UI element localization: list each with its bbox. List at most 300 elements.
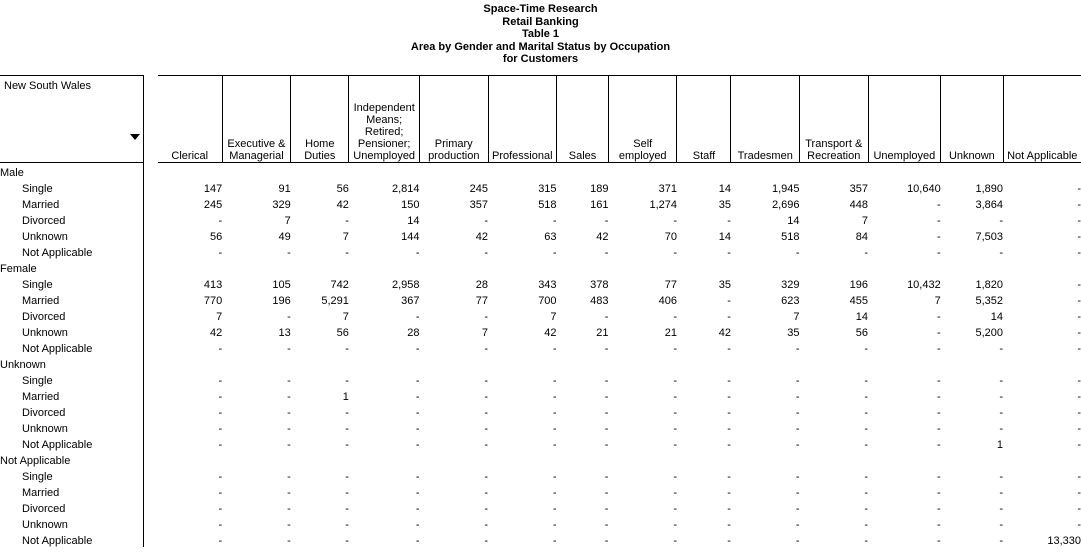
data-cell: 1,820 <box>975 279 1004 291</box>
row-gap <box>143 419 158 435</box>
data-cell: - <box>415 423 420 435</box>
data-cell: 357 <box>849 183 869 195</box>
data-cell: - <box>484 391 489 403</box>
data-cell: 371 <box>658 183 677 195</box>
data-cell: 21 <box>664 327 677 339</box>
data-cell: - <box>415 439 420 451</box>
data-cell: 77 <box>664 279 677 291</box>
row-gap <box>143 179 158 195</box>
data-cell: - <box>218 519 223 531</box>
data-cell: 7 <box>481 327 489 339</box>
row-label[interactable]: Unknown <box>0 323 143 339</box>
data-cell: - <box>552 439 557 451</box>
table-row <box>0 211 1081 227</box>
empty-cell <box>1003 163 1081 180</box>
data-cell: 343 <box>538 279 557 291</box>
data-cell: - <box>937 327 941 339</box>
data-cell: 5,352 <box>975 295 1004 307</box>
data-cell: - <box>415 247 420 259</box>
data-cell: - <box>937 231 941 243</box>
data-cell: - <box>415 503 420 515</box>
data-cell: 7 <box>934 295 941 307</box>
data-cell: - <box>937 535 941 547</box>
data-cell: - <box>345 503 349 515</box>
row-label[interactable]: Unknown <box>0 419 143 435</box>
row-gap <box>143 531 158 547</box>
data-cell: 7 <box>342 311 349 323</box>
data-cell: 56 <box>336 327 349 339</box>
data-cell: - <box>864 471 869 483</box>
column-header[interactable]: Home Duties <box>291 76 349 163</box>
row-label[interactable]: Single <box>0 467 143 483</box>
data-cell: - <box>673 471 677 483</box>
data-cell: - <box>287 487 291 499</box>
data-cell: - <box>552 503 557 515</box>
data-cell: - <box>673 519 677 531</box>
data-cell: - <box>218 375 223 387</box>
data-cell: 56 <box>336 183 349 195</box>
data-cell: - <box>673 311 677 323</box>
empty-cell <box>677 259 731 275</box>
data-cell: 105 <box>272 279 291 291</box>
empty-cell <box>158 451 222 467</box>
row-label[interactable]: Not Applicable <box>0 435 143 451</box>
data-cell: - <box>604 487 609 499</box>
data-cell: - <box>484 535 489 547</box>
data-cell: - <box>552 519 557 531</box>
data-cell: - <box>673 535 677 547</box>
data-cell: 14 <box>990 311 1004 323</box>
empty-cell <box>731 163 800 180</box>
row-gap <box>143 467 158 483</box>
data-cell: - <box>415 375 420 387</box>
data-cell: 77 <box>475 295 489 307</box>
data-cell: - <box>552 391 557 403</box>
data-cell: 42 <box>336 199 349 211</box>
empty-cell <box>941 163 1003 180</box>
title-line-dataset: Retail Banking <box>502 15 579 28</box>
empty-cell <box>608 259 677 275</box>
table-row <box>0 467 1081 483</box>
data-cell: - <box>727 215 731 227</box>
column-header[interactable]: Independent Means; Retired; Pensioner; Unemployed <box>349 76 420 163</box>
data-cell: - <box>604 471 609 483</box>
data-cell: 70 <box>664 231 677 243</box>
data-cell: 49 <box>278 231 291 243</box>
empty-cell <box>419 163 488 180</box>
data-cell: - <box>795 391 800 403</box>
table-row <box>0 531 1081 547</box>
row-gap <box>143 163 158 180</box>
data-cell: 315 <box>538 183 557 195</box>
data-cell: - <box>287 519 291 531</box>
data-cell: - <box>727 391 731 403</box>
empty-cell <box>291 355 349 371</box>
area-selector[interactable] <box>0 76 143 163</box>
group-header-row <box>0 259 1081 275</box>
empty-cell <box>222 451 291 467</box>
empty-cell <box>557 451 609 467</box>
data-cell: - <box>1077 471 1081 483</box>
data-cell: - <box>999 535 1004 547</box>
data-cell: - <box>415 471 420 483</box>
data-cell: - <box>864 535 869 547</box>
data-cell: - <box>287 343 291 355</box>
data-cell: - <box>795 439 800 451</box>
empty-cell <box>488 355 557 371</box>
data-cell: - <box>604 439 609 451</box>
data-cell: 10,640 <box>907 183 941 195</box>
empty-cell <box>731 451 800 467</box>
data-cell: 623 <box>781 295 800 307</box>
group-header-row <box>0 163 1081 180</box>
data-cell: - <box>673 391 677 403</box>
row-label[interactable]: Married <box>0 195 143 211</box>
data-cell: - <box>727 423 731 435</box>
data-cell: - <box>937 471 941 483</box>
data-cell: 63 <box>544 231 557 243</box>
data-cell: - <box>999 247 1004 259</box>
empty-cell <box>800 451 869 467</box>
row-label[interactable]: Not Applicable <box>0 531 143 547</box>
data-cell: - <box>604 311 609 323</box>
data-cell: - <box>1077 375 1081 387</box>
data-cell: - <box>1077 407 1081 419</box>
empty-cell <box>1003 259 1081 275</box>
data-cell: - <box>795 407 800 419</box>
row-label[interactable]: Not Applicable <box>0 339 143 355</box>
group-header-row <box>0 451 1081 467</box>
row-label[interactable]: Single <box>0 179 143 195</box>
data-cell: - <box>287 439 291 451</box>
row-label[interactable]: Married <box>0 291 143 307</box>
column-header[interactable]: Executive & Managerial <box>222 76 291 163</box>
data-cell: - <box>727 247 731 259</box>
data-cell: - <box>727 471 731 483</box>
data-cell: - <box>727 439 731 451</box>
data-cell: 7 <box>216 311 223 323</box>
data-cell: 2,958 <box>391 279 420 291</box>
data-cell: - <box>1077 215 1081 227</box>
data-cell: - <box>604 215 609 227</box>
data-cell: - <box>415 519 420 531</box>
column-header[interactable]: Unknown <box>941 76 1003 163</box>
data-cell: 357 <box>469 199 489 211</box>
data-cell: 56 <box>855 327 869 339</box>
data-cell: - <box>864 391 869 403</box>
data-cell: 144 <box>401 231 420 243</box>
data-cell: - <box>937 215 941 227</box>
data-cell: 518 <box>781 231 800 243</box>
data-cell: - <box>727 535 731 547</box>
data-cell: - <box>795 247 800 259</box>
data-cell: - <box>999 519 1004 531</box>
data-cell: - <box>415 311 420 323</box>
data-cell: - <box>484 439 489 451</box>
data-cell: - <box>864 487 869 499</box>
data-cell: 455 <box>849 295 869 307</box>
empty-cell <box>557 163 609 180</box>
data-cell: - <box>552 535 557 547</box>
row-label[interactable]: Married <box>0 387 143 403</box>
data-cell: 329 <box>272 199 291 211</box>
data-cell: 14 <box>407 215 420 227</box>
data-cell: - <box>552 247 557 259</box>
data-cell: - <box>937 391 941 403</box>
data-cell: 56 <box>209 231 223 243</box>
column-header[interactable]: Not Applicable <box>1003 76 1081 163</box>
group-label[interactable]: Male <box>0 163 143 180</box>
data-cell: - <box>552 215 557 227</box>
row-gap <box>143 403 158 419</box>
table-row <box>0 499 1081 515</box>
empty-cell <box>941 259 1003 275</box>
data-cell: - <box>937 343 941 355</box>
header-gap <box>143 76 158 163</box>
data-cell: - <box>937 487 941 499</box>
group-header-row <box>0 355 1081 371</box>
row-label[interactable]: Unknown <box>0 227 143 243</box>
empty-cell <box>868 355 941 371</box>
data-cell: 413 <box>203 279 223 291</box>
data-cell: - <box>864 247 869 259</box>
data-cell: - <box>484 503 489 515</box>
empty-cell <box>557 355 609 371</box>
report-title-block <box>0 0 1081 66</box>
data-cell: - <box>484 471 489 483</box>
data-cell: 367 <box>401 295 420 307</box>
data-cell: - <box>604 535 609 547</box>
empty-cell <box>419 355 488 371</box>
table-row <box>0 435 1081 451</box>
empty-cell <box>941 451 1003 467</box>
column-header[interactable]: Sales <box>557 76 609 163</box>
data-cell: - <box>937 311 941 323</box>
data-cell: 35 <box>787 327 800 339</box>
table-row <box>0 387 1081 403</box>
table-row <box>0 323 1081 339</box>
data-cell: - <box>999 375 1004 387</box>
column-header[interactable]: Staff <box>677 76 731 163</box>
data-cell: - <box>864 407 869 419</box>
data-cell: - <box>345 535 349 547</box>
data-cell: - <box>484 343 489 355</box>
group-label[interactable]: Female <box>0 259 143 275</box>
data-cell: - <box>673 423 677 435</box>
row-label[interactable]: Single <box>0 275 143 291</box>
data-cell: - <box>415 343 420 355</box>
table-row <box>0 371 1081 387</box>
table-row <box>0 291 1081 307</box>
row-label[interactable]: Divorced <box>0 211 143 227</box>
data-cell: - <box>484 375 489 387</box>
empty-cell <box>677 451 731 467</box>
data-cell: - <box>937 375 941 387</box>
data-cell: - <box>552 375 557 387</box>
data-cell: - <box>345 375 349 387</box>
empty-cell <box>488 451 557 467</box>
data-cell: - <box>795 487 800 499</box>
data-cell: 700 <box>538 295 557 307</box>
column-header[interactable]: Self employed <box>608 76 677 163</box>
data-cell: - <box>604 375 609 387</box>
column-header[interactable]: Transport & Recreation <box>800 76 869 163</box>
data-cell: - <box>864 375 869 387</box>
data-cell: - <box>937 199 941 211</box>
data-cell: - <box>673 439 677 451</box>
data-cell: 448 <box>849 199 869 211</box>
title-line-subject: for Customers <box>502 53 579 66</box>
empty-cell <box>608 355 677 371</box>
empty-cell <box>677 355 731 371</box>
data-cell: - <box>864 343 869 355</box>
data-cell: - <box>287 423 291 435</box>
data-cell: - <box>937 519 941 531</box>
data-cell: - <box>999 471 1004 483</box>
data-cell: - <box>1077 311 1081 323</box>
group-label[interactable]: Not Applicable <box>0 451 143 467</box>
data-cell: - <box>604 247 609 259</box>
table-row <box>0 419 1081 435</box>
data-cell: - <box>218 439 223 451</box>
data-cell: 196 <box>272 295 291 307</box>
column-header[interactable]: Tradesmen <box>731 76 800 163</box>
data-cell: - <box>1077 279 1081 291</box>
empty-cell <box>800 355 869 371</box>
data-cell: 14 <box>718 183 731 195</box>
data-cell: - <box>484 215 489 227</box>
data-cell: - <box>484 423 489 435</box>
row-label[interactable]: Unknown <box>0 515 143 531</box>
data-cell: - <box>1077 439 1081 451</box>
empty-cell <box>291 259 349 275</box>
row-label[interactable]: Not Applicable <box>0 243 143 259</box>
row-gap <box>143 211 158 227</box>
data-cell: 2,696 <box>771 199 800 211</box>
data-cell: - <box>287 391 291 403</box>
data-cell: 21 <box>596 327 609 339</box>
data-cell: - <box>345 519 349 531</box>
column-header[interactable]: Primary production <box>419 76 488 163</box>
table-row <box>0 515 1081 531</box>
data-cell: - <box>484 311 489 323</box>
empty-cell <box>731 355 800 371</box>
data-cell: - <box>345 407 349 419</box>
row-label[interactable]: Divorced <box>0 499 143 515</box>
column-header[interactable]: Unemployed <box>868 76 941 163</box>
row-gap <box>143 307 158 323</box>
row-label[interactable]: Divorced <box>0 403 143 419</box>
data-cell: - <box>795 471 800 483</box>
data-cell: 35 <box>718 279 731 291</box>
row-gap <box>143 355 158 371</box>
data-cell: 196 <box>849 279 869 291</box>
data-cell: - <box>1077 199 1081 211</box>
column-header[interactable]: Professional <box>488 76 557 163</box>
data-cell: - <box>673 503 677 515</box>
data-cell: - <box>218 423 223 435</box>
data-cell: - <box>864 503 869 515</box>
data-cell: - <box>864 439 869 451</box>
data-cell: - <box>795 375 800 387</box>
empty-cell <box>868 451 941 467</box>
data-cell: - <box>484 519 489 531</box>
row-gap <box>143 227 158 243</box>
data-cell: - <box>727 487 731 499</box>
data-cell: 161 <box>590 199 609 211</box>
row-gap <box>143 339 158 355</box>
data-cell: - <box>1077 231 1081 243</box>
table-row <box>0 179 1081 195</box>
data-cell: - <box>218 503 223 515</box>
row-label[interactable]: Divorced <box>0 307 143 323</box>
data-cell: - <box>415 407 420 419</box>
data-cell: - <box>218 535 223 547</box>
row-gap <box>143 259 158 275</box>
data-cell: - <box>1077 327 1081 339</box>
data-cell: 483 <box>590 295 609 307</box>
title-line-description: Area by Gender and Marital Status by Occupation <box>410 40 671 53</box>
data-cell: 1 <box>342 391 349 403</box>
data-cell: - <box>218 215 223 227</box>
data-cell: - <box>727 519 731 531</box>
data-cell: - <box>1077 503 1081 515</box>
row-gap <box>143 275 158 291</box>
empty-cell <box>800 259 869 275</box>
data-cell: - <box>218 247 223 259</box>
data-cell: 7,503 <box>975 231 1004 243</box>
data-cell: 42 <box>475 231 489 243</box>
empty-cell <box>731 259 800 275</box>
data-cell: - <box>673 407 677 419</box>
data-cell: - <box>345 471 349 483</box>
data-cell: 742 <box>330 279 349 291</box>
data-cell: - <box>552 343 557 355</box>
data-cell: - <box>999 215 1004 227</box>
empty-cell <box>419 451 488 467</box>
data-cell: - <box>1077 343 1081 355</box>
empty-cell <box>608 163 677 180</box>
data-cell: 42 <box>209 327 223 339</box>
row-gap <box>143 435 158 451</box>
empty-cell <box>557 259 609 275</box>
data-cell: 14 <box>787 215 800 227</box>
data-cell: - <box>999 407 1004 419</box>
data-cell: 245 <box>469 183 489 195</box>
empty-cell <box>291 451 349 467</box>
row-gap <box>143 323 158 339</box>
data-cell: 518 <box>538 199 557 211</box>
data-cell: 91 <box>278 183 291 195</box>
data-cell: 7 <box>861 215 869 227</box>
group-label[interactable]: Unknown <box>0 355 143 371</box>
data-cell: 10,432 <box>907 279 941 291</box>
data-cell: - <box>552 423 557 435</box>
row-label[interactable]: Married <box>0 483 143 499</box>
data-cell: - <box>999 487 1004 499</box>
column-header[interactable]: Clerical <box>158 76 222 163</box>
chevron-down-icon[interactable] <box>130 134 140 140</box>
empty-cell <box>349 259 420 275</box>
data-cell: - <box>673 343 677 355</box>
table-row <box>0 403 1081 419</box>
data-cell: 28 <box>475 279 489 291</box>
empty-cell <box>1003 451 1081 467</box>
row-label[interactable]: Single <box>0 371 143 387</box>
data-cell: - <box>218 343 223 355</box>
row-gap <box>143 195 158 211</box>
data-cell: 35 <box>718 199 731 211</box>
